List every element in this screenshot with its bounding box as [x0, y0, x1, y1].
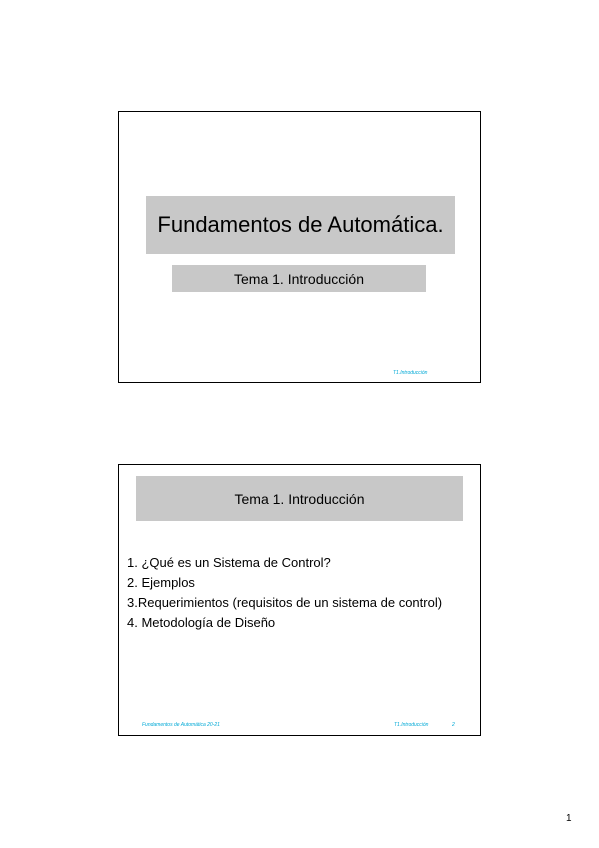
agenda-list [127, 553, 442, 633]
agenda-item: 3.Requerimientos (requisitos de un sistema de control) [127, 595, 443, 610]
slide-footer-right: T1.Introducción [393, 370, 428, 376]
slide-number: 2 [452, 722, 455, 728]
presentation-title: Fundamentos de Automática. [146, 196, 455, 254]
agenda-item: 4. Metodología de Diseño [127, 615, 276, 630]
slide-footer-left: Fundamentos de Automática 20-21 [142, 722, 220, 728]
agenda-item: 2. Ejemplos [127, 575, 195, 590]
slide-footer-right: T1.Introducción [394, 722, 429, 728]
slide-subtitle: Tema 1. Introducción [172, 265, 426, 292]
slide-title: Tema 1. Introducción [136, 476, 463, 521]
slide-1 [118, 111, 481, 383]
agenda-item: 1. ¿Qué es un Sistema de Control? [127, 555, 331, 570]
slide-2 [118, 464, 481, 736]
page-number: 1 [566, 813, 572, 824]
